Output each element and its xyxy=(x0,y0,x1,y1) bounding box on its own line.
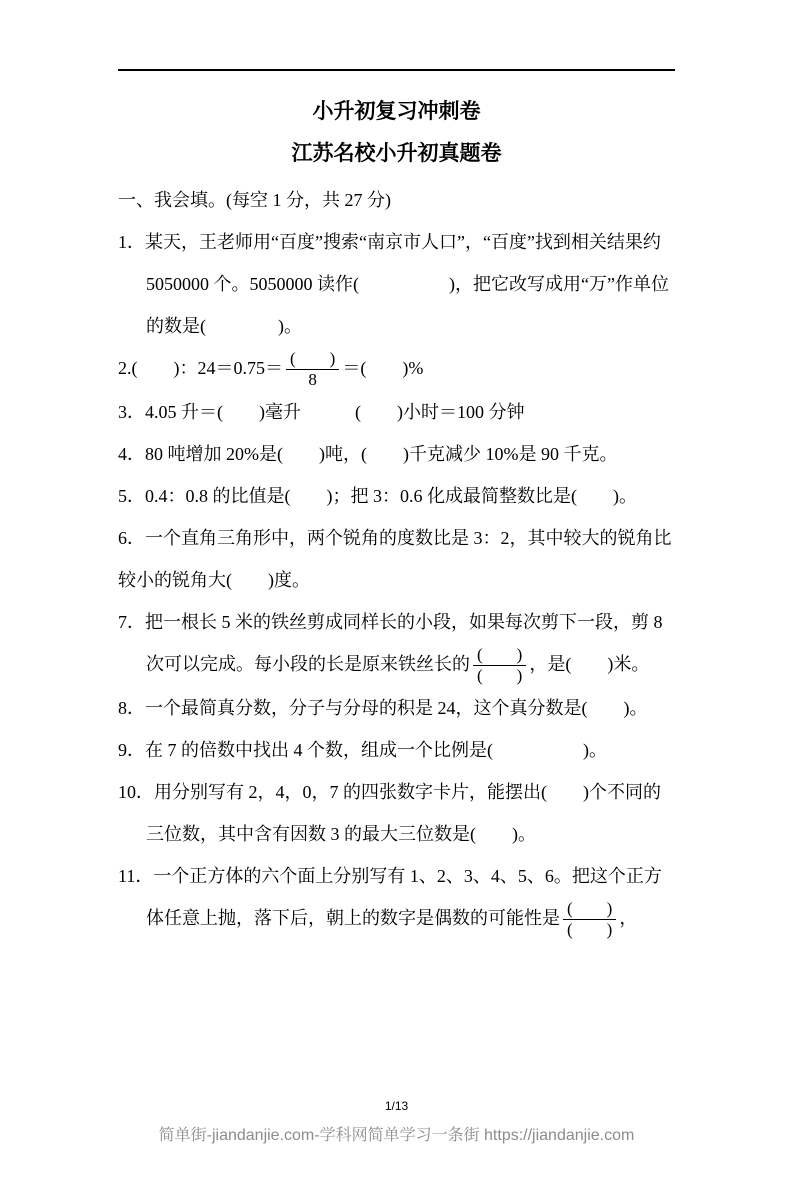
question-number: 5． xyxy=(118,485,145,506)
question-5 xyxy=(118,475,675,517)
question-text: 80 吨增加 20%是( )吨，( )千克减少 10%是 90 千克。 xyxy=(145,443,618,464)
question-number: 8． xyxy=(118,697,145,718)
question-text: 某天，王老师用“百度”搜索“南京市人口”，“百度”找到相关结果约 5050000 个。5050000 读作( )，把它改写成用“万”作单位的数是( )。 xyxy=(145,232,669,336)
fraction-numerator: ( ) xyxy=(286,349,339,370)
question-7 xyxy=(118,601,675,687)
question-number: 2. xyxy=(118,358,132,378)
question-text: ，是( )米。 xyxy=(529,653,650,674)
question-6 xyxy=(118,517,675,601)
question-text: 用分别写有 2，4，0，7 的四张数字卡片，能摆出( )个不同的三位数，其中含有因数 3 的最大三位数是( )。 xyxy=(146,781,661,844)
fraction-numerator: ( ) xyxy=(473,645,526,666)
question-11 xyxy=(118,855,675,941)
question-text: 一个直角三角形中，两个锐角的度数比是 3：2，其中较大的锐角比较小的锐角大( )度。 xyxy=(118,527,672,590)
page-number: 1/13 xyxy=(384,1099,409,1113)
header-divider xyxy=(118,69,675,71)
question-text: 一个最简真分数，分子与分母的积是 24，这个真分数是( )。 xyxy=(145,697,648,718)
question-number: 4． xyxy=(118,443,145,464)
question-text: 0.4：0.8 的比值是( )；把 3：0.6 化成最简整数比是( )。 xyxy=(145,485,637,506)
question-number: 1． xyxy=(118,232,145,252)
fraction xyxy=(286,349,339,391)
question-text: ， xyxy=(619,907,638,928)
question-text: 在 7 的倍数中找出 4 个数，组成一个比例是( )。 xyxy=(145,739,607,760)
question-1 xyxy=(118,221,675,347)
question-9 xyxy=(118,729,675,771)
fraction-denominator: ( ) xyxy=(567,919,613,939)
question-3 xyxy=(118,391,675,433)
fraction-denominator: ( ) xyxy=(477,666,523,686)
question-number: 10． xyxy=(118,781,154,802)
question-text: 4.05 升＝( )毫升 ( )小时＝100 分钟 xyxy=(145,401,525,422)
question-number: 3． xyxy=(118,401,145,422)
fraction xyxy=(473,645,526,687)
fraction-denominator: 8 xyxy=(308,370,317,390)
question-4 xyxy=(118,433,675,475)
question-number: 11． xyxy=(118,865,154,886)
question-8 xyxy=(118,687,675,729)
page-title: 小升初复习冲刺卷 xyxy=(312,99,481,123)
question-10 xyxy=(118,771,675,855)
question-text: ( )：24＝0.75＝ xyxy=(131,358,283,378)
exam-page xyxy=(0,69,793,1191)
question-2 xyxy=(118,347,675,391)
page-content xyxy=(0,69,793,940)
footer-text: 简单街-jiandanjie.com-学科网简单学习一条街 https://jiandanjie.com xyxy=(158,1127,635,1144)
question-text: 一个正方体的六个面上分别写有 1、2、3、4、5、6。把这个正方体任意上抛，落下后，朝上的数字是偶数的可能性是 xyxy=(146,865,662,928)
question-number: 6． xyxy=(118,527,145,548)
question-number: 9． xyxy=(118,739,145,760)
section-header: 一、我会填。(每空 1 分，共 27 分) xyxy=(118,190,391,210)
question-text: ＝( )% xyxy=(342,358,424,378)
fraction xyxy=(563,899,616,941)
page-subtitle: 江苏名校小升初真题卷 xyxy=(291,141,502,165)
question-text: 把一根长 5 米的铁丝剪成同样长的小段，如果每次剪下一段，剪 8 次可以完成。每小段的长是原来铁丝长的 xyxy=(145,611,663,674)
question-number: 7． xyxy=(118,611,145,632)
fraction-numerator: ( ) xyxy=(563,899,616,920)
